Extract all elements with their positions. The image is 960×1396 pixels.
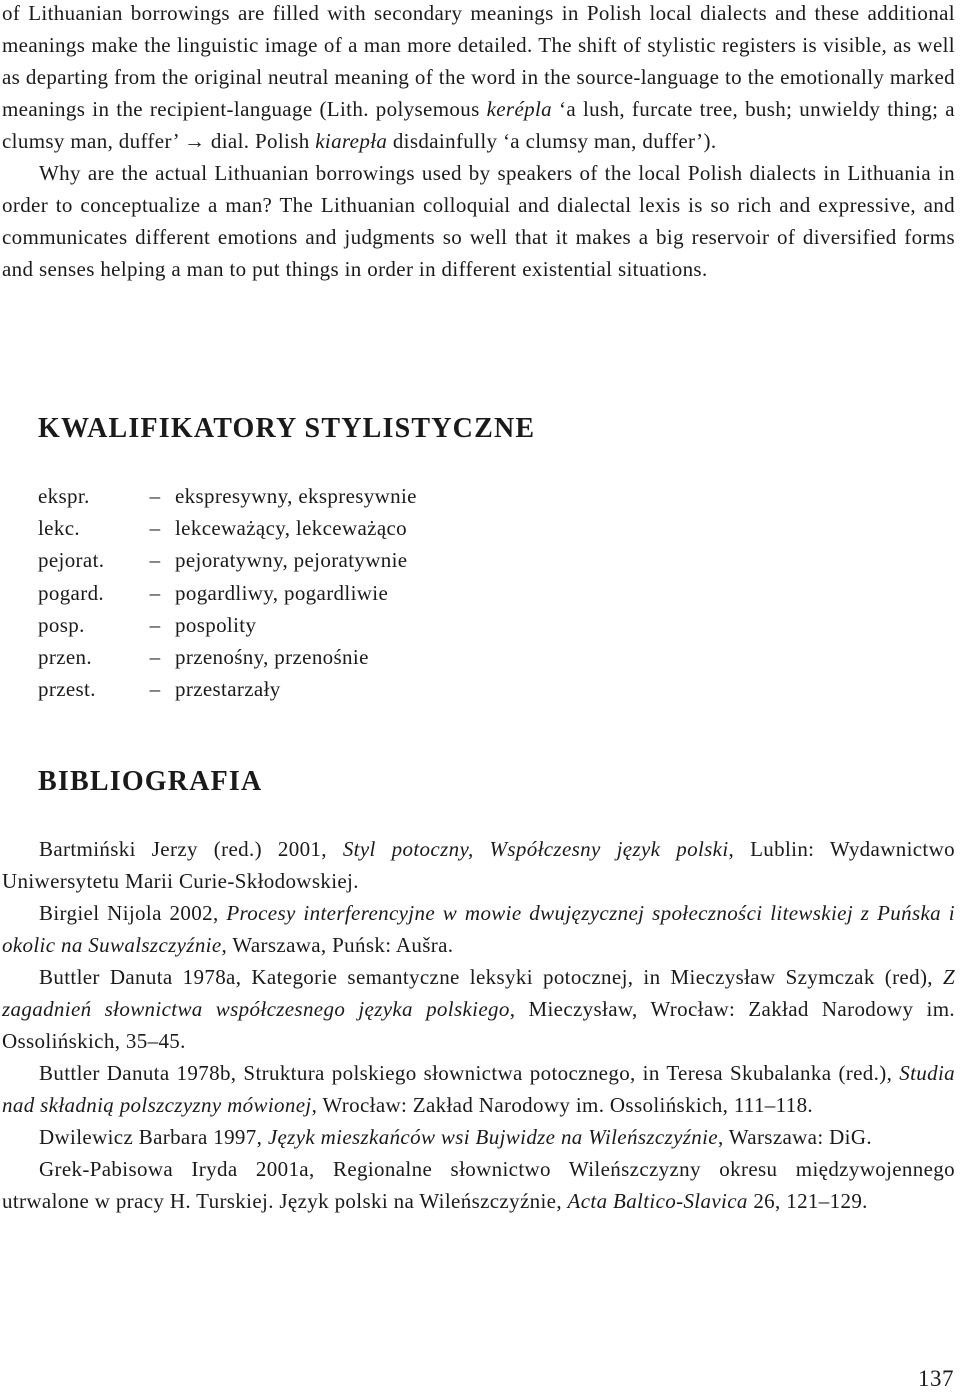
- page-number: 137: [918, 1366, 954, 1391]
- abbreviation-row: [38, 609, 417, 641]
- abbreviation-key: przest.: [38, 677, 96, 702]
- abbreviation-dash: –: [149, 580, 161, 605]
- bibliography-title: Styl potoczny, Współczesny język polski: [342, 837, 729, 861]
- bibliography-entry: Dwilewicz Barbara 1997, Język mieszkańców wsi Bujwidze na Wileńszczyźnie, Warszawa: DiG.: [39, 1125, 872, 1149]
- abbreviation-meaning: pejoratywny, pejoratywnie: [175, 548, 408, 573]
- abbreviation-dash: –: [149, 484, 161, 508]
- polish-term: kiarepła: [315, 129, 388, 153]
- abbreviation-dash: –: [149, 644, 161, 669]
- abbreviation-key: pejorat.: [38, 548, 105, 573]
- abbreviation-list: [38, 480, 417, 705]
- abbreviation-dash: –: [149, 612, 161, 637]
- abbreviation-key: pogard.: [38, 580, 105, 605]
- paragraph-why: Why are the actual Lithuanian borrowings used by speakers of the local Polish dialects in Lithuania in order to conceptualize a man? The Lithuanian colloquial and dialectal lexis is so rich and expressive, and communicates different emotions and judgments so well that it makes a big reservoir of diversified forms and senses helping a man to put things in order in different existential situations.: [2, 161, 955, 281]
- abbreviation-key: ekspr.: [38, 484, 90, 508]
- bibliography-entry: Buttler Danuta 1978b, Struktura polskiego słownictwa potocznego, in Teresa Skubalanka (red.), Studia nad składnią polszczyzny mówionej, Wrocław: Zakład Narodowy im. Ossolińskich, 111–118.: [2, 1061, 955, 1117]
- section-heading-kwalifikatory: KWALIFIKATORY STYLISTYCZNE: [38, 413, 536, 444]
- bibliography-title: Studia nad składnią polszczyzny mówionej: [2, 1061, 955, 1117]
- bibliography-title: Procesy interferencyjne w mowie dwujęzycznej społeczności litewskiej z Puńska i okolic na Suwalszczyźnie: [2, 901, 955, 957]
- section-heading-bibliografia: BIBLIOGRAFIA: [38, 766, 263, 797]
- abbreviation-meaning: pogardliwy, pogardliwie: [175, 580, 389, 605]
- bibliography-title: Z zagadnień słownictwa współczesnego języka polskiego: [2, 965, 955, 1021]
- bibliography-list: [2, 833, 955, 1217]
- abbreviation-key: lekc.: [38, 516, 80, 541]
- abbreviation-meaning: ekspresywny, ekspresywnie: [175, 484, 417, 508]
- bibliography-entry: Birgiel Nijola 2002, Procesy interferencyjne w mowie dwujęzycznej społeczności litewskiej z Puńska i okolic na Suwalszczyźnie, Warszawa, Puńsk: Aušra.: [2, 901, 955, 957]
- bibliography-entry: Bartmiński Jerzy (red.) 2001, Styl potoczny, Współczesny język polski, Lublin: Wydawnictwo Uniwersytetu Marii Curie-Skłodowskiej.: [2, 837, 955, 893]
- abbreviation-row: [38, 577, 417, 609]
- bibliography-title: Acta Baltico-Slavica: [567, 1189, 748, 1213]
- abbreviation-row: [38, 673, 417, 705]
- abbreviation-dash: –: [149, 548, 161, 573]
- abbreviation-key: przen.: [38, 644, 92, 669]
- lithuanian-term: kerépla: [486, 97, 552, 121]
- abbreviation-row: [38, 480, 417, 512]
- body-text-top: [2, 0, 955, 285]
- abbreviation-meaning: pospolity: [175, 612, 257, 637]
- bibliography-title: Język mieszkańców wsi Bujwidze na Wileńszczyźnie: [267, 1125, 718, 1149]
- abbreviation-row: [38, 512, 417, 544]
- abbreviation-row: [38, 641, 417, 673]
- abbreviation-dash: –: [149, 516, 161, 541]
- abbreviation-row: [38, 544, 417, 576]
- abbreviation-meaning: przestarzały: [175, 677, 281, 702]
- abbreviation-meaning: lekceważący, lekceważąco: [175, 516, 408, 541]
- abbreviation-dash: –: [149, 677, 161, 702]
- paragraph-borrowings: of Lithuanian borrowings are filled with secondary meanings in Polish local dialects and these additional meanings make the linguistic image of a man more detailed. The shift of stylistic registers is visible, as well as departing from the original neutral meaning of the word in the source-language to the emotionally marked meanings in the recipient-language (Lith. polysemous kerépla ‘a lush, furcate tree, bush; unwieldy thing; a clumsy man, duffer’ → dial. Polish kiarepła disdainfully ‘a clumsy man, duffer’).: [2, 1, 955, 153]
- abbreviation-meaning: przenośny, przenośnie: [175, 644, 369, 669]
- bibliography-entry: Grek-Pabisowa Iryda 2001a, Regionalne słownictwo Wileńszczyzny okresu międzywojennego utrwalone w pracy H. Turskiej. Język polski na Wileńszczyźnie, Acta Baltico-Slavica 26, 121–129.: [2, 1157, 955, 1213]
- abbreviation-key: posp.: [38, 612, 85, 637]
- bibliography-entry: Buttler Danuta 1978a, Kategorie semantyczne leksyki potocznej, in Mieczysław Szymczak (red), Z zagadnień słownictwa współczesnego języka polskiego, Mieczysław, Wrocław: Zakład Narodowy im. Ossolińskich, 35–45.: [2, 965, 955, 1053]
